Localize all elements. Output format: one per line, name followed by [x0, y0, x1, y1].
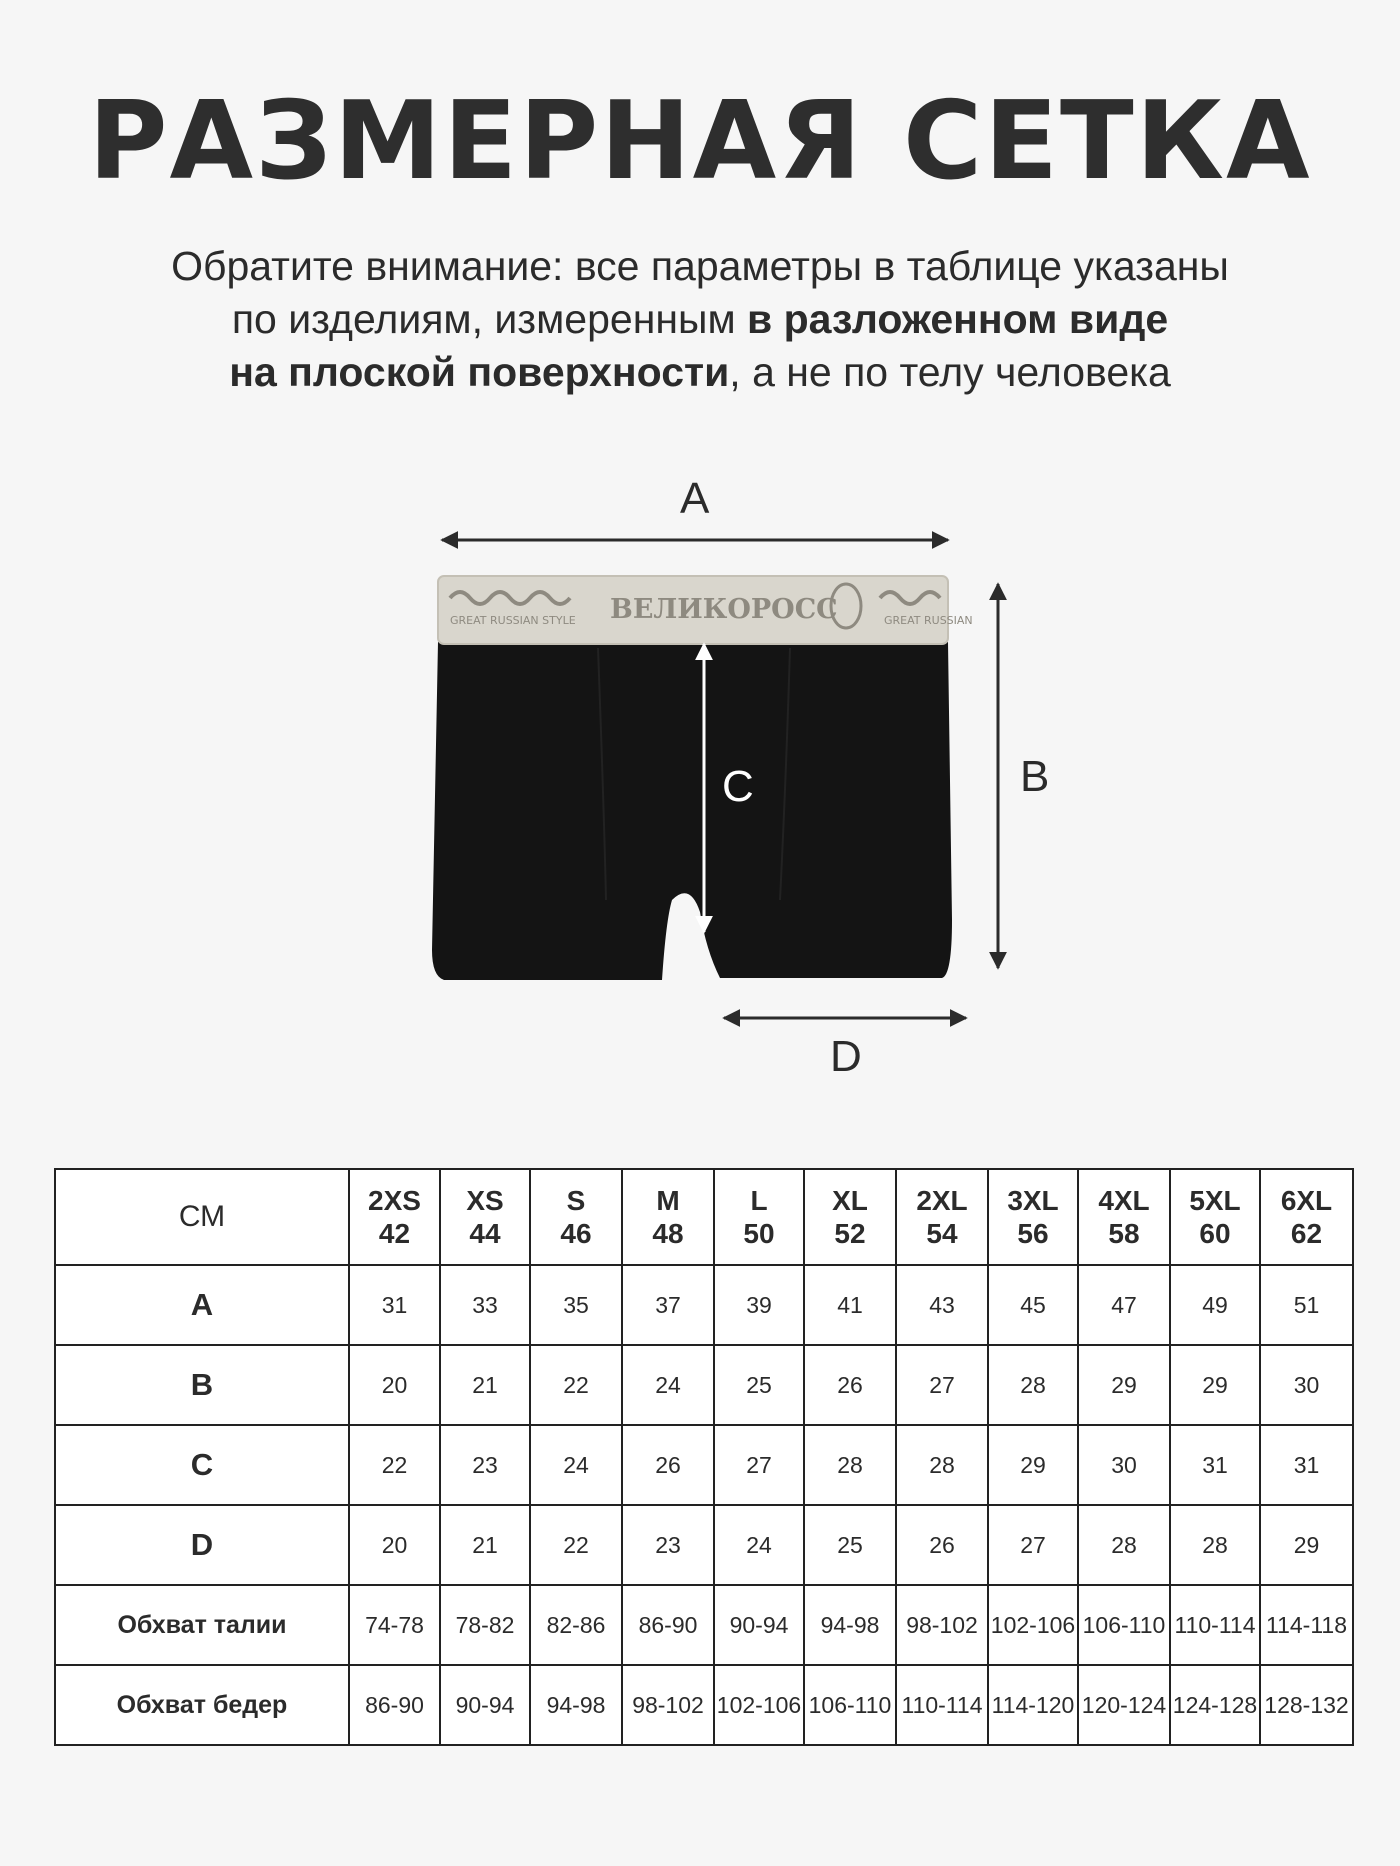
table-cell: 31 — [1170, 1425, 1260, 1505]
size-header: S 46 — [530, 1169, 622, 1265]
table-cell: 27 — [714, 1425, 804, 1505]
note-line-2 — [0, 293, 1400, 346]
table-cell: 28 — [1078, 1505, 1170, 1585]
table-cell: 110-114 — [896, 1665, 988, 1745]
table-cell: 23 — [440, 1425, 530, 1505]
table-cell: 29 — [1078, 1345, 1170, 1425]
table-header-row — [55, 1169, 1353, 1265]
table-cell: 51 — [1260, 1265, 1353, 1345]
table-cell: 37 — [622, 1265, 714, 1345]
table-cell: 21 — [440, 1505, 530, 1585]
table-cell: 28 — [1170, 1505, 1260, 1585]
table-cell: 98-102 — [896, 1585, 988, 1665]
table-cell: 106-110 — [1078, 1585, 1170, 1665]
table-cell: 128-132 — [1260, 1665, 1353, 1745]
table-cell: 29 — [988, 1425, 1078, 1505]
row-label: A — [55, 1265, 349, 1345]
table-cell: 22 — [530, 1505, 622, 1585]
note-line-2-plain: по изделиям, измеренным — [231, 296, 748, 342]
note-line-2-bold: в разложенном виде — [747, 296, 1169, 342]
table-cell: 98-102 — [622, 1665, 714, 1745]
size-chart-table — [54, 1168, 1354, 1746]
row-label: C — [55, 1425, 349, 1505]
table-row — [55, 1345, 1353, 1425]
table-cell: 28 — [896, 1425, 988, 1505]
table-cell: 74-78 — [349, 1585, 440, 1665]
table-cell: 49 — [1170, 1265, 1260, 1345]
table-cell: 24 — [714, 1505, 804, 1585]
table-cell: 25 — [714, 1345, 804, 1425]
table-row — [55, 1585, 1353, 1665]
size-header: 3XL 56 — [988, 1169, 1078, 1265]
table-cell: 31 — [349, 1265, 440, 1345]
table-cell: 41 — [804, 1265, 896, 1345]
boxer-briefs-illustration — [0, 480, 1400, 1100]
table-cell: 86-90 — [622, 1585, 714, 1665]
label-c: C — [722, 762, 754, 811]
table-cell: 20 — [349, 1345, 440, 1425]
note-line-3-plain: , а не по телу человека — [729, 349, 1171, 395]
row-label: Обхват талии — [55, 1585, 349, 1665]
note-line-3 — [0, 346, 1400, 399]
table-cell: 106-110 — [804, 1665, 896, 1745]
size-header: 2XL 54 — [896, 1169, 988, 1265]
table-cell: 110-114 — [1170, 1585, 1260, 1665]
row-label: D — [55, 1505, 349, 1585]
table-cell: 24 — [622, 1345, 714, 1425]
waistband-tagline-right: GREAT RUSSIAN — [884, 614, 973, 627]
note-line-3-bold: на плоской поверхности — [229, 349, 730, 395]
label-a: A — [680, 474, 710, 523]
table-cell: 90-94 — [714, 1585, 804, 1665]
table-cell: 26 — [896, 1505, 988, 1585]
size-header: 5XL 60 — [1170, 1169, 1260, 1265]
table-cell: 22 — [530, 1345, 622, 1425]
table-row — [55, 1505, 1353, 1585]
table-cell: 27 — [896, 1345, 988, 1425]
table-cell: 28 — [804, 1425, 896, 1505]
size-header: XL 52 — [804, 1169, 896, 1265]
label-d: D — [830, 1032, 862, 1081]
row-label: B — [55, 1345, 349, 1425]
waistband-brand: ВЕЛИКОРОСС — [610, 594, 838, 625]
size-header: L 50 — [714, 1169, 804, 1265]
table-cell: 20 — [349, 1505, 440, 1585]
table-cell: 26 — [622, 1425, 714, 1505]
table-cell: 35 — [530, 1265, 622, 1345]
table-cell: 120-124 — [1078, 1665, 1170, 1745]
table-cell: 39 — [714, 1265, 804, 1345]
size-header: XS 44 — [440, 1169, 530, 1265]
table-cell: 24 — [530, 1425, 622, 1505]
size-header: 4XL 58 — [1078, 1169, 1170, 1265]
table-cell: 102-106 — [988, 1585, 1078, 1665]
table-cell: 25 — [804, 1505, 896, 1585]
table-cell: 90-94 — [440, 1665, 530, 1745]
table-cell: 30 — [1078, 1425, 1170, 1505]
size-header: 6XL 62 — [1260, 1169, 1353, 1265]
waistband-tagline: GREAT RUSSIAN STYLE — [450, 614, 576, 627]
measurement-diagram — [0, 474, 1400, 1100]
table-cell: 31 — [1260, 1425, 1353, 1505]
label-b: B — [1020, 752, 1050, 801]
garment-body — [432, 642, 952, 980]
measurement-note — [0, 240, 1400, 399]
table-cell: 33 — [440, 1265, 530, 1345]
table-cell: 94-98 — [804, 1585, 896, 1665]
table-cell: 28 — [988, 1345, 1078, 1425]
table-row — [55, 1425, 1353, 1505]
unit-header: СМ — [55, 1169, 349, 1265]
table-cell: 94-98 — [530, 1665, 622, 1745]
table-row — [55, 1265, 1353, 1345]
size-header: M 48 — [622, 1169, 714, 1265]
table-cell: 27 — [988, 1505, 1078, 1585]
table-cell: 102-106 — [714, 1665, 804, 1745]
table-cell: 30 — [1260, 1345, 1353, 1425]
table-cell: 78-82 — [440, 1585, 530, 1665]
table-cell: 22 — [349, 1425, 440, 1505]
table-cell: 23 — [622, 1505, 714, 1585]
table-cell: 45 — [988, 1265, 1078, 1345]
table-cell: 29 — [1170, 1345, 1260, 1425]
table-cell: 29 — [1260, 1505, 1353, 1585]
table-cell: 114-118 — [1260, 1585, 1353, 1665]
table-cell: 26 — [804, 1345, 896, 1425]
size-header: 2XS 42 — [349, 1169, 440, 1265]
table-cell: 43 — [896, 1265, 988, 1345]
table-cell: 47 — [1078, 1265, 1170, 1345]
table-cell: 21 — [440, 1345, 530, 1425]
page-title: РАЗМЕРНАЯ СЕТКА — [88, 79, 1312, 204]
table-cell: 124-128 — [1170, 1665, 1260, 1745]
table-cell: 114-120 — [988, 1665, 1078, 1745]
note-line-1: Обратите внимание: все параметры в таблице указаны — [171, 243, 1229, 289]
row-label: Обхват бедер — [55, 1665, 349, 1745]
table-row — [55, 1665, 1353, 1745]
table-cell: 86-90 — [349, 1665, 440, 1745]
table-cell: 82-86 — [530, 1585, 622, 1665]
